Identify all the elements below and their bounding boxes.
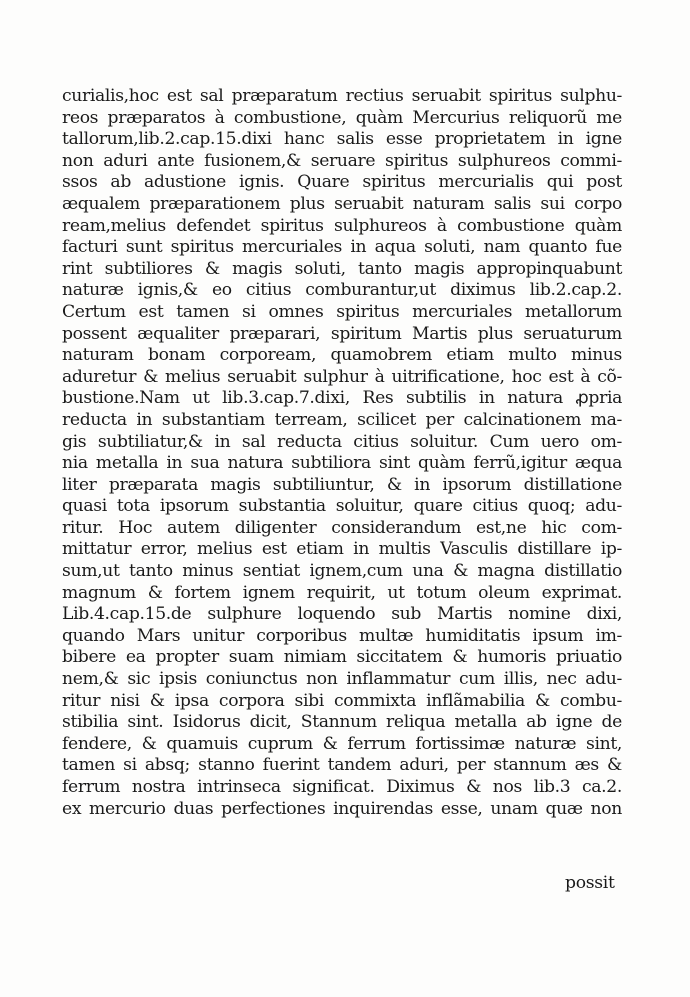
body-text bbox=[62, 86, 622, 820]
text-line: reducta in substantiam terream, scilicet per calcinationem ma- bbox=[62, 409, 622, 430]
text-line: naturam bonam corpoream, quamobrem etiam multo minus bbox=[62, 345, 622, 366]
text-line: stibilia sint. Isidorus dicit, Stannum reliqua metalla ab igne de bbox=[62, 712, 622, 733]
text-line: Lib.4.cap.15.de sulphure loquendo sub Martis nomine dixi, bbox=[62, 604, 622, 625]
text-line: magnum & fortem ignem requirit, ut totum oleum exprimat. bbox=[62, 582, 622, 603]
catchword: possit bbox=[565, 873, 615, 893]
text-line: aduretur & melius seruabit sulphur à uitrificatione, hoc est à cõ- bbox=[62, 366, 622, 387]
text-line: gis subtiliatur,& in sal reducta citius soluitur. Cum uero om- bbox=[62, 431, 622, 452]
text-line: ssos ab adustione ignis. Quare spiritus mercurialis qui post bbox=[62, 172, 622, 193]
text-line: tallorum,lib.2.cap.15.dixi hanc salis esse proprietatem in igne bbox=[62, 129, 622, 150]
text-line: ream,melius defendet spiritus sulphureos à combustione quàm bbox=[62, 215, 622, 236]
text-line: quasi tota ipsorum substantia soluitur, quare citius quoq; adu- bbox=[62, 496, 622, 517]
text-line: nem,& sic ipsis coniunctus non inflammatur cum illis, nec adu- bbox=[62, 669, 622, 690]
text-line: facturi sunt spiritus mercuriales in aqua soluti, nam quanto fue bbox=[62, 237, 622, 258]
text-line: ferrum nostra intrinseca significat. Diximus & nos lib.3 ca.2. bbox=[62, 777, 622, 797]
text-line: liter præparata magis subtiliuntur, & in ipsorum distillatione bbox=[62, 474, 622, 495]
text-line: ex mercurio duas perfectiones inquirendas esse, unam quæ non bbox=[62, 798, 622, 819]
text-line: rint subtiliores & magis soluti, tanto magis appropinquabunt bbox=[62, 258, 622, 279]
text-line: possent æqualiter præparari, spiritum Martis plus seruaturum bbox=[62, 323, 622, 344]
text-line: ritur. Hoc autem diligenter considerandum est,ne hic com- bbox=[62, 517, 622, 538]
text-line: reos præparatos à combustione, quàm Mercurius reliquorũ me bbox=[62, 107, 622, 128]
text-line: naturæ ignis,& eo citius comburantur,ut diximus lib.2.cap.2. bbox=[62, 280, 622, 301]
text-line: Certum est tamen si omnes spiritus mercuriales metallorum bbox=[62, 301, 622, 322]
text-line: non aduri ante fusionem,& seruare spiritus sulphureos commi- bbox=[62, 150, 622, 171]
text-line: sum,ut tanto minus sentiat ignem,cum una & magna distillatio bbox=[62, 561, 622, 582]
text-line: æqualem præparationem plus seruabit naturam salis sui corpo bbox=[62, 193, 622, 214]
text-line: nia metalla in sua natura subtiliora sint quàm ferrũ,igitur æqua bbox=[62, 453, 622, 474]
text-line: bustione.Nam ut lib.3.cap.7.dixi, Res subtilis in natura ꝓpria bbox=[62, 388, 622, 409]
text-line: tamen si absq; stanno fuerint tandem aduri, per stannum æs & bbox=[62, 755, 622, 776]
text-line: quando Mars unitur corporibus multæ humiditatis ipsum im- bbox=[62, 625, 622, 646]
text-line: fendere, & quamuis cuprum & ferrum fortissimæ naturæ sint, bbox=[62, 733, 622, 754]
text-line: mittatur error, melius est etiam in multis Vasculis distillare ip- bbox=[62, 539, 622, 560]
text-line: bibere ea propter suam nimiam siccitatem & humoris priuatio bbox=[62, 647, 622, 668]
text-line: curialis,hoc est sal præparatum rectius seruabit spiritus sulphu- bbox=[62, 86, 622, 106]
text-line: ritur nisi & ipsa corpora sibi commixta inflãmabilia & combu- bbox=[62, 690, 622, 711]
